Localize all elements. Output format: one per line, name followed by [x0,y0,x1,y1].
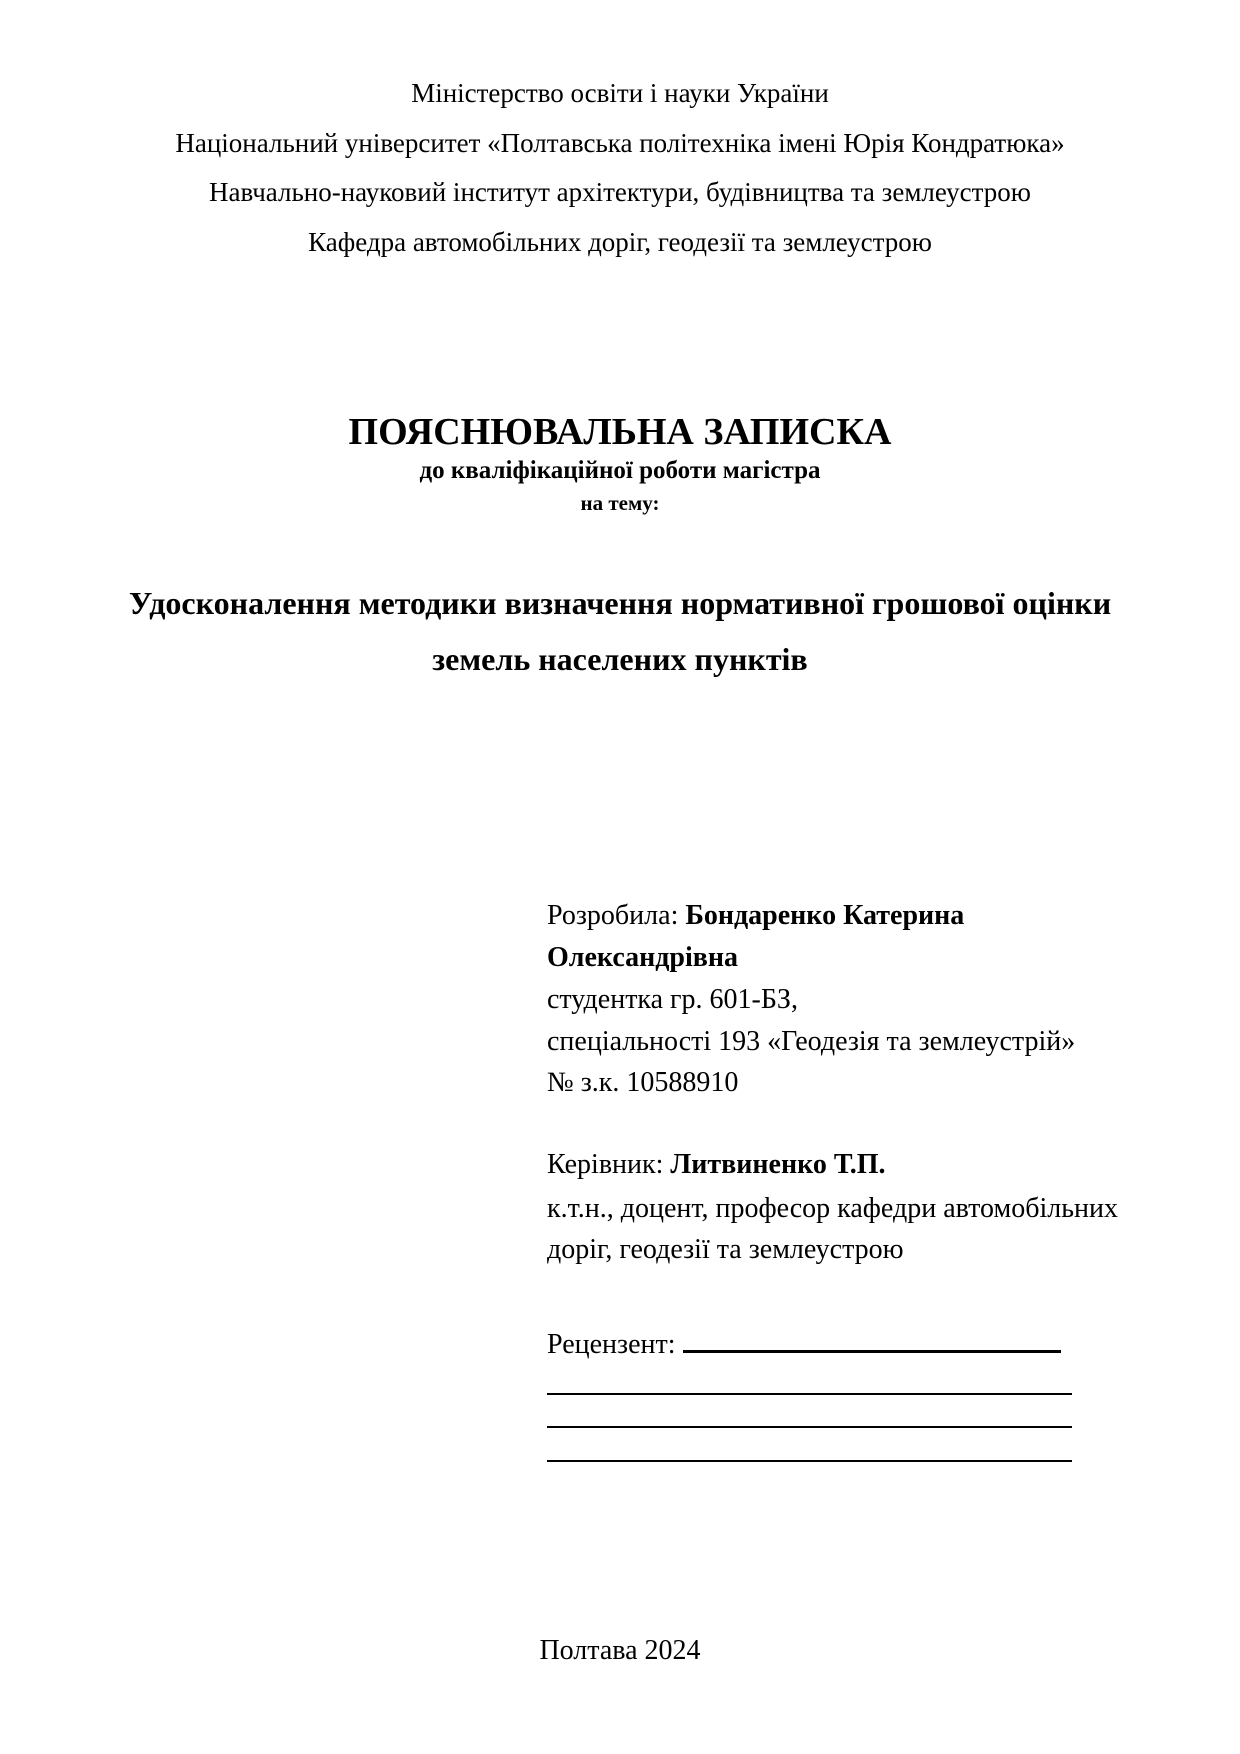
topic-line-2: земель населених пунктів [432,641,808,677]
document-title: ПОЯСНЮВАЛЬНА ЗАПИСКА [348,411,892,453]
reviewer-line [547,1326,1061,1362]
on-topic-label: на тему: [580,491,660,515]
supervisor-position-1: к.т.н., доцент, професор кафедри автомобільних [547,1193,1118,1224]
author-record-book: № з.к. 10588910 [547,1067,739,1098]
department-name: Кафедра автомобільних доріг, геодезії та землеустрою [308,227,932,257]
author-label: Розробила: [547,900,679,931]
author-specialty: спеціальності 193 «Геодезія та землеустрій» [547,1026,1076,1057]
supervisor-name: Литвиненко Т.П. [670,1149,886,1180]
supervisor-label: Керівник: [547,1149,664,1180]
city-year: Полтава 2024 [539,1635,701,1666]
reviewer-blank-line-3 [547,1460,1072,1462]
reviewer-blank-line-2 [547,1426,1072,1428]
author-patronymic: Олександрівна [547,942,739,973]
topic-line-1: Удосконалення методики визначення нормативної грошової оцінки [128,585,1112,621]
author-line [547,899,964,933]
reviewer-blank [683,1326,1061,1353]
author-name: Бондаренко Катерина [685,900,965,931]
reviewer-blank-line-1 [547,1393,1072,1395]
institute-name: Навчально-науковий інститут архітектури, будівництва та землеустрою [209,177,1031,207]
ministry-name: Міністерство освіти і науки України [411,78,829,108]
supervisor-line [547,1148,886,1182]
university-name: Національний університет «Полтавська політехніка імені Юрія Кондратюка» [175,128,1065,158]
reviewer-label: Рецензент: [547,1329,676,1360]
document-subtitle: до кваліфікаційної роботи магістра [419,457,821,484]
supervisor-position-2: доріг, геодезії та землеустрою [547,1234,904,1265]
author-group: студентка гр. 601-БЗ, [547,984,798,1015]
